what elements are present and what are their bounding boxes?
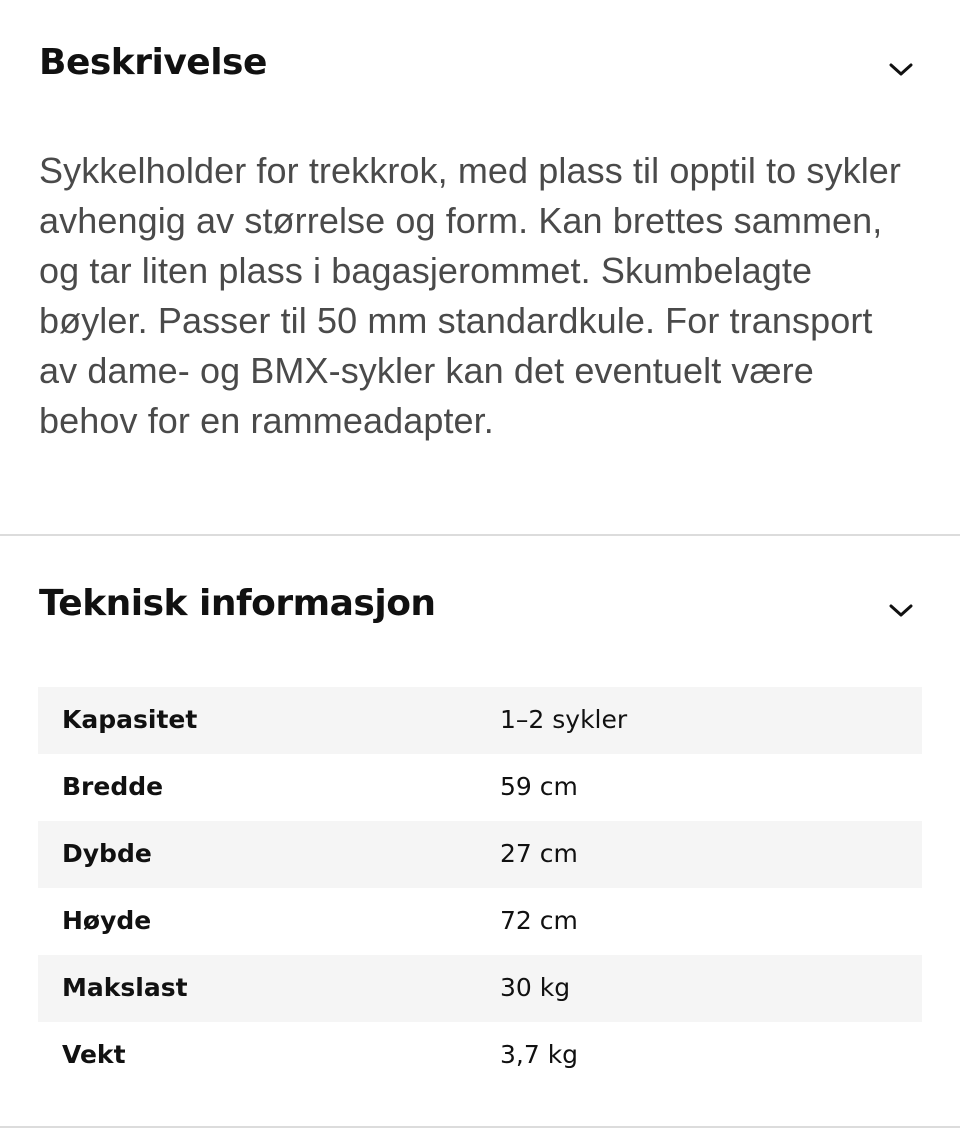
spec-label: Høyde [62,906,152,935]
spec-value: 3,7 kg [500,1040,579,1069]
spec-value: 72 cm [500,906,578,935]
spec-row-makslast [38,955,922,1022]
description-text: Sykkelholder for trekkrok, med plass til opptil to sykler avhengig av størrelse og form. Kan brettes sammen, og tar liten plass i bagasjerommet. Skumbelagte bøyler. Passer til 50 mm standardkule. For transport av dame- og BMX-sykler kan det eventuelt være behov for en rammeadapter. [39,150,902,441]
spec-table [38,687,922,1089]
chevron-down-icon[interactable] [886,601,916,621]
spec-value: 59 cm [500,772,578,801]
spec-row-bredde [38,754,922,821]
spec-label: Makslast [62,973,188,1002]
spec-label: Dybde [62,839,152,868]
spec-label: Vekt [62,1040,126,1069]
spec-row-kapasitet [38,687,922,754]
spec-value: 27 cm [500,839,578,868]
chevron-down-icon[interactable] [886,60,916,80]
spec-row-dybde [38,821,922,888]
description-header[interactable] [0,28,960,108]
technical-header[interactable] [0,569,960,649]
spec-value: 1–2 sykler [500,705,628,734]
bottom-divider [0,1126,960,1128]
description-section [0,0,960,536]
spec-value: 30 kg [500,973,571,1002]
spec-label: Bredde [62,772,164,801]
spec-row-vekt [38,1022,922,1089]
spec-row-hoyde [38,888,922,955]
description-title: Beskrivelse [39,42,267,83]
technical-title: Teknisk informasjon [39,583,436,624]
spec-label: Kapasitet [62,705,198,734]
